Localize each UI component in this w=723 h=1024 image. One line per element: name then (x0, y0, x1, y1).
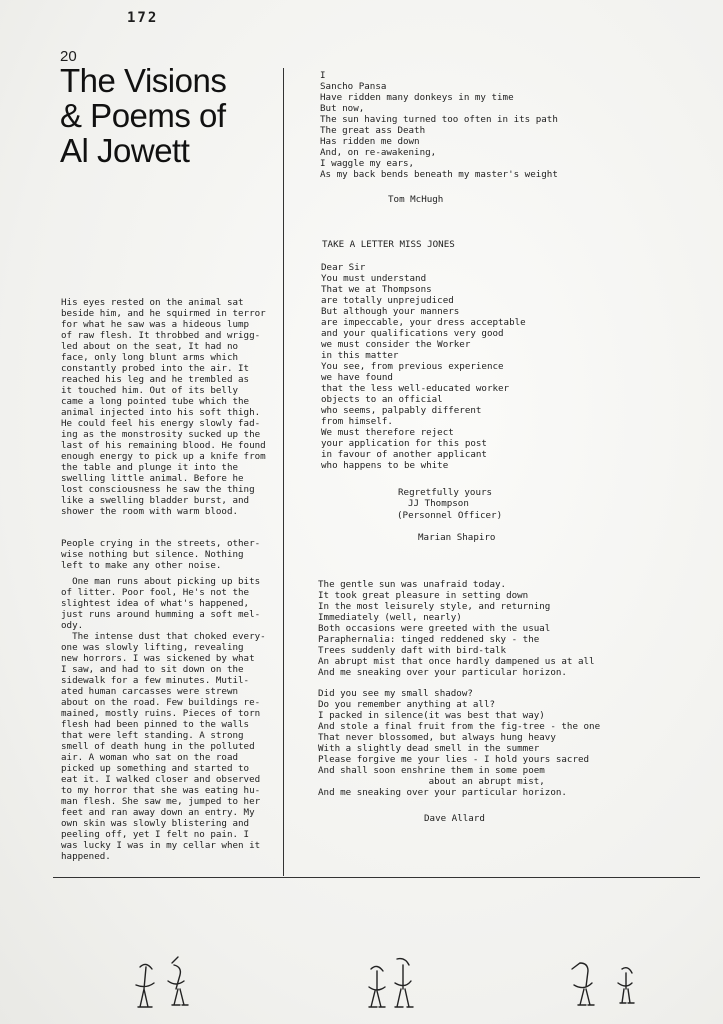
text-line: And stole a final fruit from the fig-tree - the one (318, 721, 601, 732)
bird-drawing-icon (363, 955, 423, 1015)
text-line: like a swelling bladder burst, and (61, 495, 250, 506)
text-line: about an abrupt mist, (318, 776, 545, 787)
text-line: we must consider the Worker (321, 339, 471, 350)
text-line: of raw flesh. It throbbed and wrigg- (61, 330, 261, 341)
text-line: Paraphernalia: tinged reddened sky - the (318, 634, 540, 645)
text-line: are impeccable, your dress acceptable (321, 317, 526, 328)
text-line: objects to an official (321, 394, 443, 405)
text-line: constantly probed into the air. It (61, 363, 250, 374)
text-line: face, only long blunt arms which (61, 352, 239, 363)
text-line: Has ridden me down (320, 136, 420, 147)
text-line: It took great pleasure in setting down (318, 590, 529, 601)
prose-paragraph-2 (61, 538, 260, 571)
text-line: in this matter (321, 350, 399, 361)
text-line: enough energy to pick up a knife from (61, 451, 266, 462)
text-line: eat it. I walked closer and observed (61, 774, 261, 785)
text-line: With a slightly dead smell in the summer (318, 743, 540, 754)
text-line: I waggle my ears, (320, 158, 415, 169)
text-line: In the most leisurely style, and returning (318, 601, 551, 612)
text-line: swelling little animal. Before he (61, 473, 244, 484)
text-line: The gentle sun was unafraid today. (318, 579, 507, 590)
text-line: mained, mostly ruins. Pieces of torn (61, 708, 261, 719)
text-line: ing as the monstrosity sucked up the (61, 429, 261, 440)
text-line: that the less well-educated worker (321, 383, 510, 394)
text-line: who happens to be white (321, 460, 449, 471)
text-line: reached his leg and he trembled as (61, 374, 250, 385)
poem-3-author: Dave Allard (424, 813, 485, 824)
title-line: The Visions (60, 62, 227, 99)
title-line: & Poems of (60, 97, 226, 134)
poem-2-signoff-line: JJ Thompson (408, 498, 469, 509)
text-line: left to make any other noise. (61, 560, 222, 571)
text-line: Trees suddenly daft with bird-talk (318, 645, 507, 656)
poem-3-stanza-2 (318, 688, 600, 798)
text-line: Immediately (well, nearly) (318, 612, 462, 623)
prose-paragraph-3 (61, 576, 266, 862)
text-line: that were left standing. A strong (61, 730, 244, 741)
text-line: last of his remaining blood. He found (61, 440, 266, 451)
text-line: I saw, and had to sit down on the (61, 664, 244, 675)
text-line: the table and plunge it into the (61, 462, 239, 473)
prose-paragraph-1 (61, 297, 266, 517)
text-line: new horrors. I was sickened by what (61, 653, 255, 664)
text-line: and your qualifications very good (321, 328, 504, 339)
text-line: flesh had been pinned to the walls (61, 719, 250, 730)
text-line: But although your manners (321, 306, 460, 317)
text-line: we have found (321, 372, 393, 383)
text-line: But now, (320, 103, 365, 114)
text-line: about on the road. Few buildings re- (61, 697, 261, 708)
text-line: One man runs about picking up bits (61, 576, 261, 587)
text-line: from himself. (321, 416, 393, 427)
article-title (60, 63, 280, 168)
poem-2-signoff-line: Regretfully yours (398, 487, 493, 498)
poem-1-author: Tom McHugh (388, 194, 444, 205)
text-line: one was slowly lifting, revealing (61, 642, 244, 653)
text-line: picked up something and started to (61, 763, 250, 774)
text-line: That we at Thompsons (321, 284, 432, 295)
text-line: your application for this post (321, 438, 487, 449)
poem-2-author: Marian Shapiro (418, 532, 496, 543)
text-line: led about on the seat, It had no (61, 341, 239, 352)
footer-rule (53, 877, 700, 878)
text-line: man flesh. She saw me, jumped to her (61, 796, 261, 807)
text-line: who seems, palpably different (321, 405, 482, 416)
text-line: slightest idea of what's happened, (61, 598, 250, 609)
text-line: People crying in the streets, other- (61, 538, 261, 549)
text-line: wise nothing but silence. Nothing (61, 549, 244, 560)
bird-drawing-icon (568, 955, 638, 1015)
text-line: of litter. Poor fool, He's not the (61, 587, 250, 598)
poem-3-stanza-1 (318, 579, 595, 678)
text-line: Do you remember anything at all? (318, 699, 496, 710)
text-line: sidewalk for a few minutes. Mutil- (61, 675, 250, 686)
text-line: You see, from previous experience (321, 361, 504, 372)
poem-2-signoff-line: (Personnel Officer) (397, 510, 503, 521)
text-line: I packed in silence(it was best that way) (318, 710, 545, 721)
text-line: came a long pointed tube which the (61, 396, 250, 407)
text-line: Have ridden many donkeys in my time (320, 92, 514, 103)
text-line: You must understand (321, 273, 427, 284)
text-line: Both occasions were greeted with the usual (318, 623, 551, 634)
text-line: happened. (61, 851, 111, 862)
poem-2-title: TAKE A LETTER MISS JONES (322, 239, 455, 250)
text-line: His eyes rested on the animal sat (61, 297, 244, 308)
text-line: As my back bends beneath my master's weight (320, 169, 558, 180)
text-line: The great ass Death (320, 125, 426, 136)
text-line: peeling off, yet I felt no pain. I (61, 829, 250, 840)
text-line: ody. (61, 620, 84, 631)
text-line: in favour of another applicant (321, 449, 487, 460)
text-line: The sun having turned too often in its path (320, 114, 558, 125)
text-line: The intense dust that choked every- (61, 631, 266, 642)
text-line: air. A woman who sat on the road (61, 752, 239, 763)
poem-1 (320, 70, 558, 180)
text-line: to my horror that she was eating hu- (61, 785, 261, 796)
poem-2 (321, 262, 526, 471)
text-line: it touched him. Out of its belly (61, 385, 239, 396)
text-line: animal injected into his soft thigh. (61, 407, 261, 418)
issue-number: 20 (60, 48, 77, 65)
text-line: was lucky I was in my cellar when it (61, 840, 261, 851)
text-line: And me sneaking over your particular horizon. (318, 787, 567, 798)
text-line: feet and ran away down an entry. My (61, 807, 255, 818)
text-line: beside him, and he squirmed in terror (61, 308, 266, 319)
title-line: Al Jowett (60, 132, 190, 169)
text-line: for what he saw was a hideous lump (61, 319, 250, 330)
text-line: lost consciousness he saw the thing (61, 484, 255, 495)
text-line: shower the room with warm blood. (61, 506, 239, 517)
text-line: smell of death hung in the polluted (61, 741, 255, 752)
text-line: Sancho Pansa (320, 81, 387, 92)
page-number: 172 (127, 10, 159, 26)
text-line: I (320, 70, 326, 81)
text-line: just runs around humming a soft mel- (61, 609, 261, 620)
text-line: Did you see my small shadow? (318, 688, 473, 699)
text-line: own skin was slowly blistering and (61, 818, 250, 829)
text-line: And shall soon enshrine them in some poem (318, 765, 545, 776)
text-line: Dear Sir (321, 262, 366, 273)
text-line: ated human carcasses were strewn (61, 686, 239, 697)
column-divider (283, 68, 284, 876)
text-line: That never blossomed, but always hung heavy (318, 732, 556, 743)
text-line: Please forgive me your lies - I hold yours sacred (318, 754, 590, 765)
text-line: An abrupt mist that once hardly dampened us at all (318, 656, 595, 667)
text-line: He could feel his energy slowly fad- (61, 418, 261, 429)
text-line: We must therefore reject (321, 427, 454, 438)
text-line: are totally unprejudiced (321, 295, 454, 306)
bird-drawing-icon (128, 955, 198, 1015)
text-line: And, on re-awakening, (320, 147, 437, 158)
text-line: And me sneaking over your particular horizon. (318, 667, 567, 678)
